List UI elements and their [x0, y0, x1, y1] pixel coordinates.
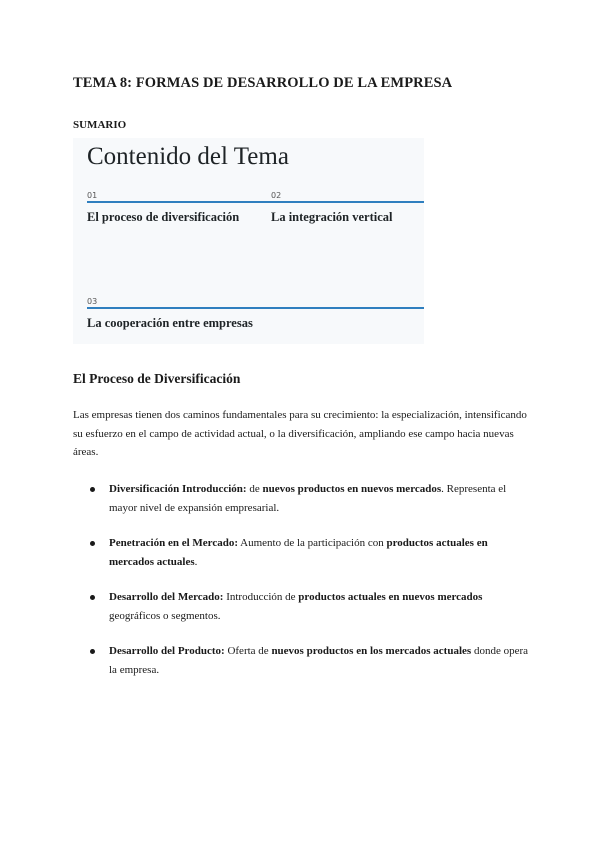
- bullet-icon: [90, 487, 95, 492]
- bullet-text: donde opera la empresa.: [109, 645, 528, 676]
- table-of-contents: [73, 138, 424, 344]
- toc-item-number: 03: [87, 297, 98, 306]
- bullet-list: [73, 480, 533, 696]
- bullet-icon: [90, 595, 95, 600]
- toc-divider: [87, 201, 271, 203]
- bullet-emphasis: productos actuales en nuevos mercados: [298, 591, 483, 603]
- toc-divider: [87, 307, 424, 309]
- section-title: El Proceso de Diversificación: [73, 371, 241, 386]
- bullet-term: Penetración en el Mercado:: [109, 537, 239, 549]
- list-item: [73, 480, 533, 517]
- toc-item-number: 02: [271, 191, 282, 200]
- toc-item-label: El proceso de diversificación: [87, 210, 240, 224]
- bullet-text: .: [194, 555, 198, 568]
- bullet-text: Aumento de la participación con: [238, 537, 387, 549]
- intro-paragraph: Las empresas tienen dos caminos fundamentales para su crecimiento: la especialización, intensificando su esfuerzo en el campo de actividad actual, o la diversificación, ampliando ese campo hacia nuevas áreas.: [73, 409, 527, 458]
- bullet-emphasis: nuevos productos en nuevos mercados: [262, 483, 442, 495]
- toc-item-1: [87, 190, 271, 225]
- list-item: [73, 534, 533, 571]
- bullet-icon: [90, 649, 95, 654]
- list-item: [73, 588, 533, 625]
- bullet-text: de: [246, 483, 263, 495]
- document-title: TEMA 8: FORMAS DE DESARROLLO DE LA EMPRESA: [73, 75, 453, 91]
- bullet-term: Desarrollo del Mercado:: [109, 591, 224, 603]
- toc-item-number: 01: [87, 191, 98, 200]
- toc-item-label: La integración vertical: [271, 210, 393, 224]
- bullet-text: geográficos o segmentos.: [109, 609, 221, 622]
- toc-divider: [271, 201, 424, 203]
- toc-item-3: [87, 296, 424, 331]
- bullet-term: Desarrollo del Producto:: [109, 645, 225, 657]
- list-item: [73, 642, 533, 679]
- bullet-emphasis: nuevos productos en los mercados actuales: [271, 645, 472, 657]
- bullet-icon: [90, 541, 95, 546]
- toc-heading: Contenido del Tema: [87, 143, 289, 170]
- summary-label: SUMARIO: [73, 119, 127, 131]
- bullet-emphasis: productos actuales en mercados actuales: [109, 537, 488, 568]
- toc-item-label: La cooperación entre empresas: [87, 316, 253, 330]
- toc-item-2: [271, 190, 424, 225]
- bullet-text: Oferta de: [224, 645, 272, 657]
- bullet-term: Diversificación Introducción:: [109, 483, 247, 495]
- bullet-text: Introducción de: [223, 591, 299, 603]
- bullet-text: . Representa el mayor nivel de expansión empresarial.: [109, 483, 507, 514]
